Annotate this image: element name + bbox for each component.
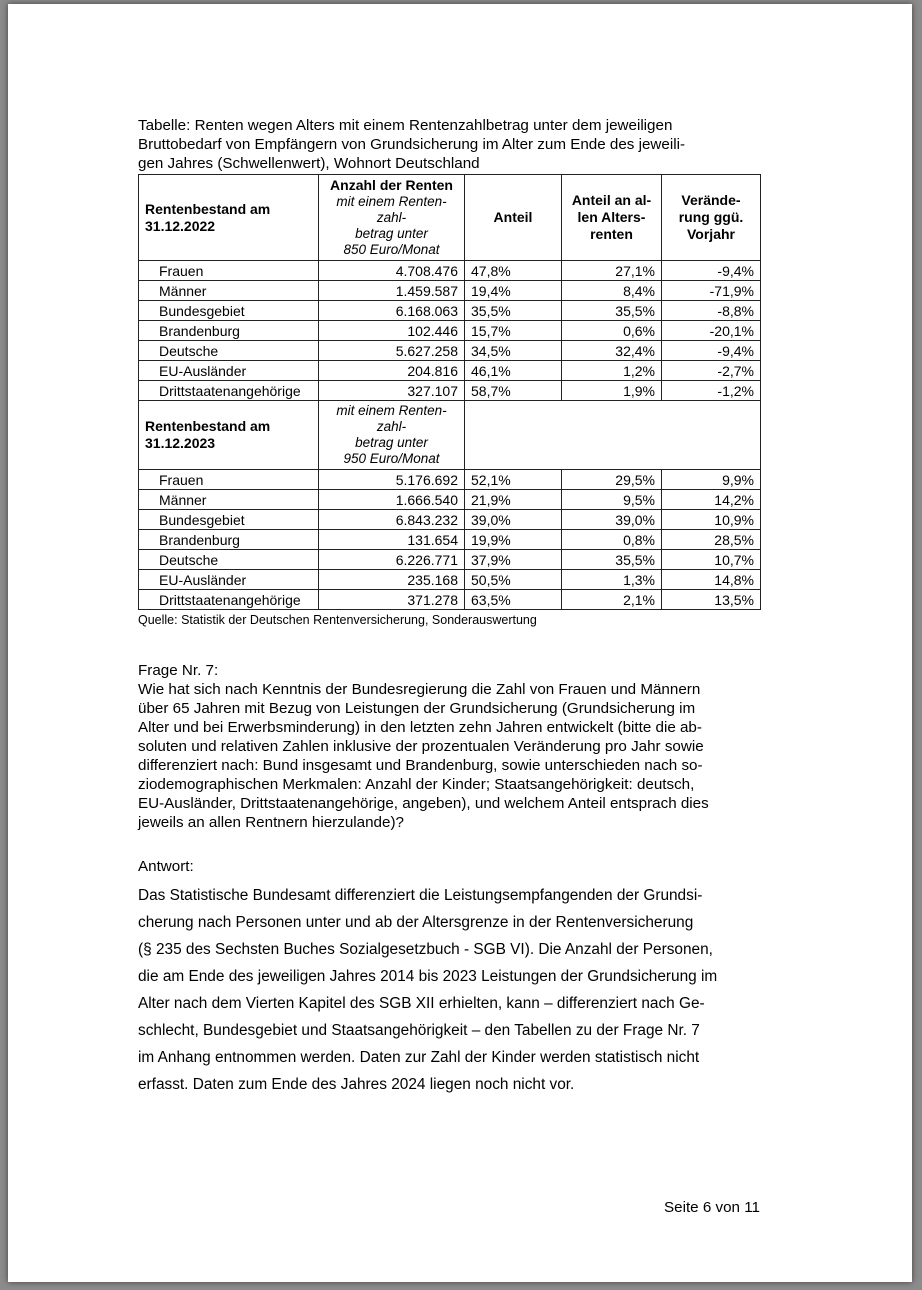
- table-row: Männer 1.459.587 19,4% 8,4% -71,9%: [139, 281, 761, 301]
- table-row: Deutsche 6.226.771 37,9% 35,5% 10,7%: [139, 550, 761, 570]
- veraenderung-header: Verände- rung ggü. Vorjahr: [662, 175, 761, 261]
- anteil-alle-header: Anteil an al- len Alters- renten: [562, 175, 662, 261]
- table-source-note: Quelle: Statistik der Deutschen Rentenversicherung, Sonderauswertung: [138, 613, 537, 627]
- answer-line: cherung nach Personen unter und ab der Altersgrenze in der Rentenversicherung: [138, 914, 694, 931]
- table-row: Brandenburg 102.446 15,7% 0,6% -20,1%: [139, 321, 761, 341]
- question-line: soluten und relativen Zahlen inklusive der prozentualen Veränderung pro Jahr sowie: [138, 738, 704, 755]
- question-line: EU-Ausländer, Drittstaatenangehörige, angeben), und welchem Anteil entsprach dies: [138, 795, 709, 812]
- table-row: Bundesgebiet 6.843.232 39,0% 39,0% 10,9%: [139, 510, 761, 530]
- pension-table: [138, 174, 761, 610]
- table-group-header-row: [139, 401, 761, 470]
- question-block: [138, 661, 768, 832]
- question-line: jeweils an allen Rentnern hierzulande)?: [138, 814, 404, 831]
- anteil-header: Anteil: [465, 175, 562, 261]
- document-page: [8, 4, 912, 1282]
- group-title-2023: Rentenbestand am 31.12.2023: [139, 401, 319, 470]
- answer-label: Antwort:: [138, 858, 194, 875]
- caption-line: Tabelle: Renten wegen Alters mit einem Rentenzahlbetrag unter dem jeweiligen: [138, 117, 673, 134]
- answer-line: schlecht, Bundesgebiet und Staatsangehörigkeit – den Tabellen zu der Frage Nr. 7: [138, 1022, 700, 1039]
- anzahl-subheader-2023: mit einem Renten- zahl- betrag unter 950 Euro/Monat: [319, 401, 465, 470]
- answer-line: erfasst. Daten zum Ende des Jahres 2024 liegen noch nicht vor.: [138, 1076, 575, 1093]
- answer-text: [138, 882, 768, 1098]
- answer-line: Das Statistische Bundesamt differenziert die Leistungsempfangenden der Grundsi-: [138, 887, 703, 904]
- answer-line: Alter nach dem Vierten Kapitel des SGB XII erhielten, kann – differenziert nach Ge-: [138, 995, 705, 1012]
- answer-line: im Anhang entnommen werden. Daten zur Zahl der Kinder werden statistisch nicht: [138, 1049, 700, 1066]
- answer-line: (§ 235 des Sechsten Buches Sozialgesetzbuch - SGB VI). Die Anzahl der Personen,: [138, 941, 713, 958]
- table-row: Frauen 4.708.476 47,8% 27,1% -9,4%: [139, 261, 761, 281]
- caption-line: Bruttobedarf von Empfängern von Grundsicherung im Alter zum Ende des jeweili-: [138, 136, 686, 153]
- table-row: Drittstaatenangehörige 327.107 58,7% 1,9% -1,2%: [139, 381, 761, 401]
- table-row: Deutsche 5.627.258 34,5% 32,4% -9,4%: [139, 341, 761, 361]
- question-label: Frage Nr. 7:: [138, 662, 219, 679]
- anzahl-header: Anzahl der Renten mit einem Renten- zahl- betrag unter 850 Euro/Monat: [319, 175, 465, 261]
- table-row: Frauen 5.176.692 52,1% 29,5% 9,9%: [139, 470, 761, 490]
- table-row: Männer 1.666.540 21,9% 9,5% 14,2%: [139, 490, 761, 510]
- question-line: Alter und bei Erwerbsminderung) in den letzten zehn Jahren entwickelt (bitte die ab-: [138, 719, 702, 736]
- question-line: ziodemographischen Merkmalen: Anzahl der Kinder; Staatsangehörigkeit: deutsch,: [138, 776, 695, 793]
- empty-header-cell: [465, 401, 761, 470]
- group-title-2022: Rentenbestand am 31.12.2022: [139, 175, 319, 261]
- answer-line: die am Ende des jeweiligen Jahres 2014 bis 2023 Leistungen der Grundsicherung im: [138, 968, 718, 985]
- caption-line: gen Jahres (Schwellenwert), Wohnort Deutschland: [138, 155, 480, 172]
- table-caption: [138, 116, 768, 173]
- table-row: Brandenburg 131.654 19,9% 0,8% 28,5%: [139, 530, 761, 550]
- table-row: EU-Ausländer 235.168 50,5% 1,3% 14,8%: [139, 570, 761, 590]
- question-line: Wie hat sich nach Kenntnis der Bundesregierung die Zahl von Frauen und Männern: [138, 681, 701, 698]
- table-header-row: [139, 175, 761, 261]
- table-row: Bundesgebiet 6.168.063 35,5% 35,5% -8,8%: [139, 301, 761, 321]
- page-number: Seite 6 von 11: [664, 1199, 760, 1216]
- page-content: [138, 116, 768, 1098]
- table-row: Drittstaatenangehörige 371.278 63,5% 2,1% 13,5%: [139, 590, 761, 610]
- question-line: differenziert nach: Bund insgesamt und Brandenburg, sowie unterschieden nach so-: [138, 757, 703, 774]
- question-line: über 65 Jahren mit Bezug von Leistungen der Grundsicherung (Grundsicherung im: [138, 700, 696, 717]
- table-row: EU-Ausländer 204.816 46,1% 1,2% -2,7%: [139, 361, 761, 381]
